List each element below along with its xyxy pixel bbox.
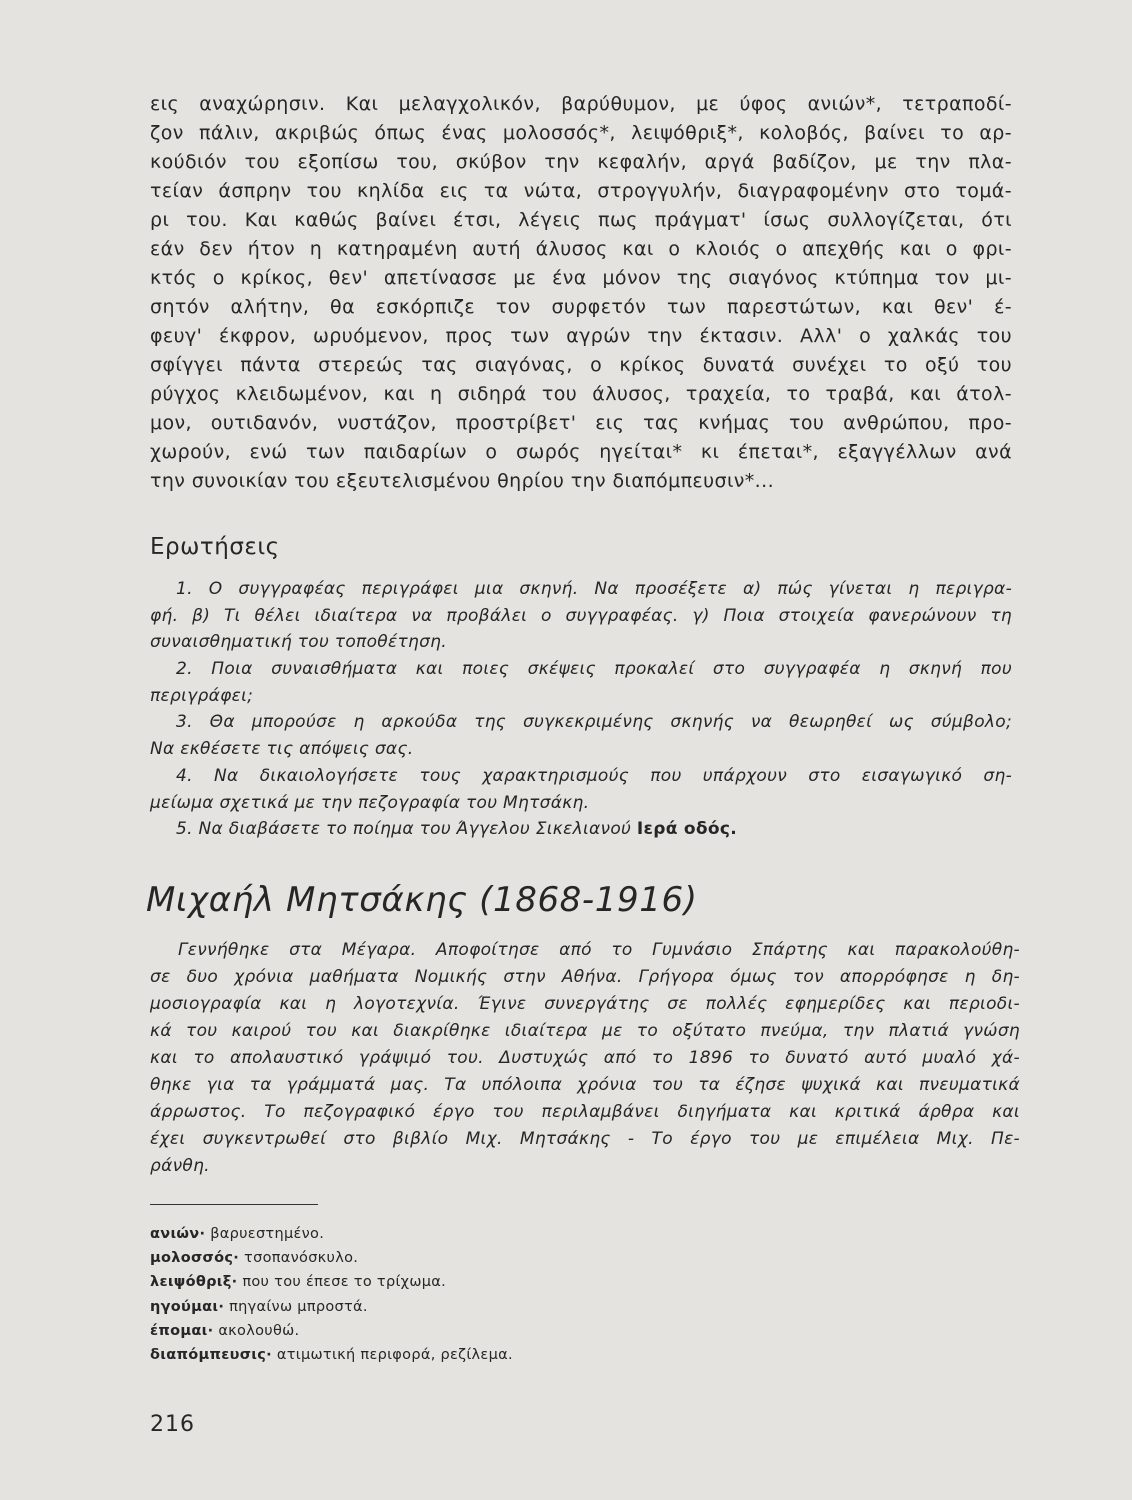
bio-line: σε δυο χρόνια μαθήματα Νομικής στην Αθήνα. Γρήγορα όμως τον απορρόφησε η δη- [150,967,1020,987]
question-line: 2. Ποια συναισθήματα και ποιες σκέψεις προκαλεί στο συγγραφέα η σκηνή που [176,659,1012,680]
question-line: 1. Ο συγγραφέας περιγράφει μια σκηνή. Να προσέξετε α) πώς γίνεται η περιγρα- [176,579,1012,599]
glossary-definition: που του έπεσε το τρίχωμα. [242,1274,447,1291]
glossary-entry [150,1343,513,1367]
glossary-entry [150,1270,513,1294]
bio-line: και το απολαυστικό γράψιμό του. Δυστυχώς από το 1896 το δυνατό αυτό μυαλό χά- [150,1048,1020,1068]
glossary-term: ηγούμαι· [150,1298,225,1315]
poem-title: Ιερά οδός. [636,819,738,840]
passage-line: σφίγγει πάντα στερεώς τας σιαγόνας, ο κρίκος δυνατά συνέχει το οξύ του [150,354,1012,376]
question-line: συναισθηματική του τοποθέτηση. [150,632,447,653]
passage-line: μον, ουτιδανόν, νυστάζον, προστρίβετ' εις τας κνήμας του ανθρώπου, προ- [150,412,1012,434]
glossary-definition: τσοπανόσκυλο. [244,1250,359,1267]
author-bio [150,937,1020,1180]
passage-line: κούδιόν του εξοπίσω του, σκύβον την κεφαλήν, αργά βαδίζον, με την πλα- [150,151,1012,173]
passage-line: κτός ο κρίκος, θεν' απετίνασσε με ένα μόνον της σιαγόνος κτύπημα τον μι- [150,267,1012,289]
passage-line: εις αναχώρησιν. Και μελαγχολικόν, βαρύθυμον, με ύφος ανιών*, τετραποδί- [150,93,1012,115]
bio-line: ράνθη. [150,1156,210,1176]
page-number: 216 [150,1412,195,1437]
questions-list [150,576,1012,843]
passage-line: χωρούν, ενώ των παιδαρίων ο σωρός ηγείται* κι έπεται*, εξαγγέλλων ανά [150,441,1012,463]
author-heading: Μιχαήλ Μητσάκης (1868-1916) [146,880,698,920]
question-line: περιγράφει; [150,685,254,706]
glossary-term: ανιών· [150,1226,206,1242]
bio-line: κά του καιρού του και διακρίθηκε ιδιαίτερα με το οξύτατο πνεύμα, την πλατιά γνώση [150,1021,1020,1041]
glossary-definition: ακολουθώ. [218,1322,300,1339]
glossary-term: λειψόθριξ· [150,1274,238,1291]
passage-line: ζον πάλιν, ακριβώς όπως ένας μολοσσός*, λειψόθριξ*, κολοβός, βαίνει το αρ- [150,122,1012,144]
glossary-entry [150,1295,513,1319]
bio-line: άρρωστος. Το πεζογραφικό έργο του περιλαμβάνει διηγήματα και κριτικά άρθρα και [150,1102,1020,1122]
glossary-term: διαπόμπευσις· [150,1346,272,1363]
questions-heading: Ερωτήσεις [150,534,280,560]
glossary [150,1222,513,1367]
glossary-term: έπομαι· [150,1322,214,1339]
glossary-definition: πηγαίνω μπροστά. [229,1298,368,1315]
question-line [150,816,1012,843]
bio-line: Γεννήθηκε στα Μέγαρα. Αποφοίτησε από το Γυμνάσιο Σπάρτης και παρακολούθη- [178,940,1020,960]
glossary-definition: βαρυεστημένο. [210,1226,325,1242]
passage-line: φευγ' έκφρον, ωρυόμενον, προς των αγρών την έκτασιν. Αλλ' ο χαλκάς του [150,325,1012,347]
question-line: μείωμα σχετικά με την πεζογραφία του Μητσάκη. [150,792,590,813]
question-line: Να εκθέσετε τις απόψεις σας. [150,739,414,760]
question-text: 5. Να διαβάσετε το ποίημα του Άγγελου Σικελιανού [176,819,632,840]
passage-line: ρύγχος κλειδωμένον, και η σιδηρά του άλυσος, τραχεία, το τραβά, και άτολ- [150,383,1012,405]
passage-line: εάν δεν ήτον η κατηραμένη αυτή άλυσος και ο κλοιός ο απεχθής και ο φρι- [150,238,1012,260]
bio-line: θηκε για τα γράμματά μας. Τα υπόλοιπα χρόνια του τα έζησε ψυχικά και πνευματικά [150,1075,1020,1095]
glossary-definition: ατιμωτική περιφορά, ρεζίλεμα. [276,1346,513,1363]
glossary-entry [150,1222,513,1246]
passage-line: την συνοικίαν του εξευτελισμένου θηρίου την διαπόμπευσιν*... [150,470,775,492]
bio-line: μοσιογραφία και η λογοτεχνία. Έγινε συνεργάτης σε πολλές εφημερίδες και περιοδι- [150,994,1020,1014]
passage-line: ρι του. Και καθώς βαίνει έτσι, λέγεις πως πράγματ' ίσως συλλογίζεται, ότι [150,209,1012,231]
footnote-divider [150,1204,318,1205]
passage-line: σητόν αλήτην, θα εσκόρπιζε τον συρφετόν των παρεστώτων, και θεν' έ- [150,296,1012,318]
question-line: 4. Να δικαιολογήσετε τους χαρακτηρισμούς που υπάρχουν στο εισαγωγικό ση- [176,765,1012,786]
passage-line: τείαν άσπρην του κηλίδα εις τα νώτα, στρογγυλήν, διαγραφομένην στο τομά- [150,180,1012,202]
bio-line: έχει συγκεντρωθεί στο βιβλίο Μιχ. Μητσάκης - Το έργο του με επιμέλεια Μιχ. Πε- [150,1129,1020,1149]
passage-text [150,90,1012,496]
question-line: φή. β) Τι θέλει ιδιαίτερα να προβάλει ο συγγραφέας. γ) Ποια στοιχεία φανερώνουν τη [150,605,1012,626]
question-line: 3. Θα μπορούσε η αρκούδα της συγκεκριμένης σκηνής να θεωρηθεί ως σύμβολο; [176,712,1012,733]
glossary-entry [150,1319,513,1343]
glossary-term: μολοσσός· [150,1250,240,1267]
glossary-entry [150,1246,513,1270]
